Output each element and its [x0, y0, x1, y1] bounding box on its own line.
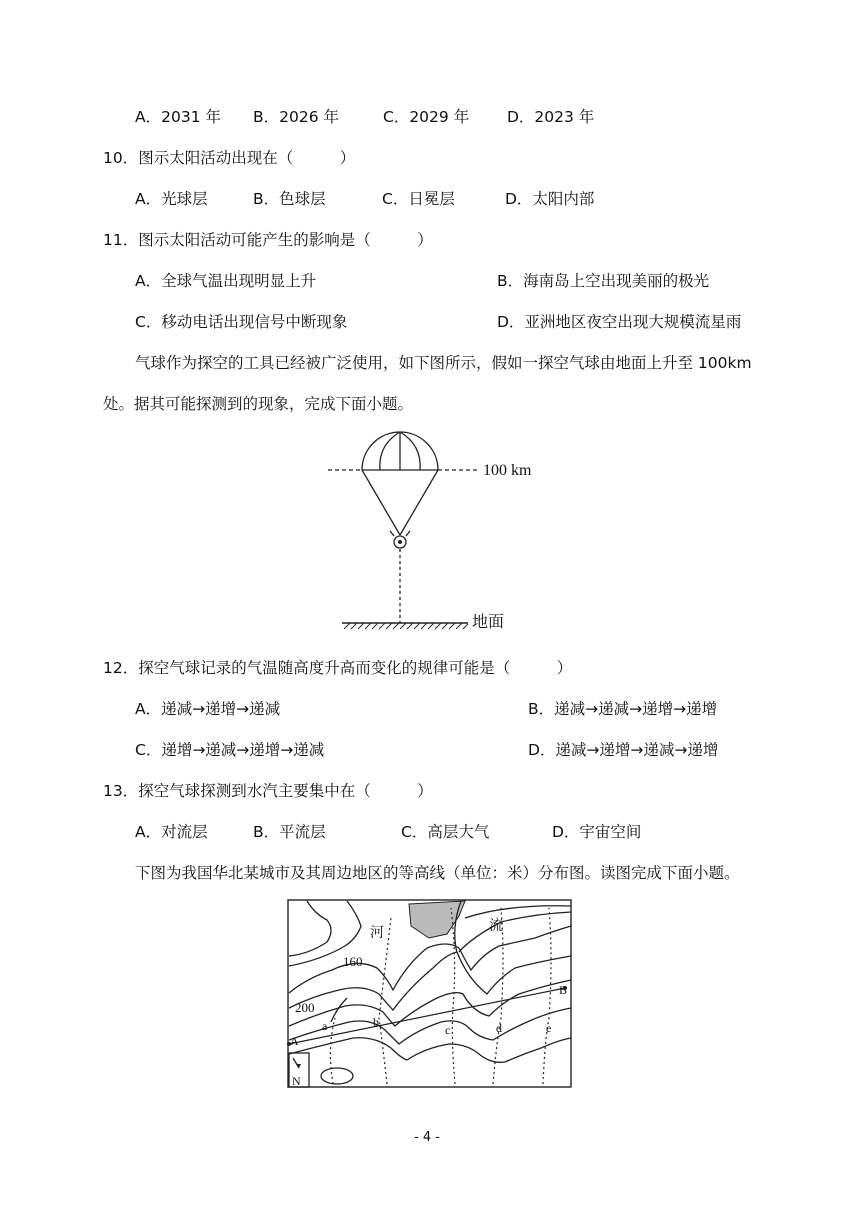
line-d-label: d: [496, 1021, 502, 1035]
q13-option-c: C．高层大气: [401, 823, 490, 841]
q11-stem: 11．图示太阳活动可能产生的影响是（ ）: [103, 231, 433, 249]
q9-option-b: B．2026 年: [253, 108, 340, 126]
map-label-he: 河: [370, 926, 384, 941]
q12-option-c: C．递增→递减→递增→递减: [135, 741, 325, 759]
q10-stem: 10．图示太阳活动出现在（ ）: [103, 149, 356, 167]
point-b-label: B: [559, 983, 568, 997]
q12-option-b: B．递减→递减→递增→递增: [528, 700, 718, 718]
map-label-liu: 流: [489, 919, 503, 934]
q11-option-a: A．全球气温出现明显上升: [135, 272, 317, 290]
q13-option-d: D．宇宙空间: [552, 823, 642, 841]
ground-label: 地面: [472, 614, 505, 631]
q12-option-a: A．递减→递增→递减: [135, 700, 281, 718]
q10-option-c: C．日冕层: [382, 190, 455, 208]
q11-option-d: D．亚洲地区夜空出现大规模流星雨: [497, 313, 742, 331]
balloon-intro-line2: 处。据其可能探测到的现象，完成下面小题。: [103, 395, 414, 413]
map-intro: 下图为我国华北某城市及其周边地区的等高线（单位：米）分布图。读图完成下面小题。: [135, 864, 740, 882]
point-a-label: A: [290, 1034, 299, 1048]
balloon-rope-right: [400, 470, 438, 535]
q11-option-b: B．海南岛上空出现美丽的极光: [497, 272, 710, 290]
page-number: - 4 -: [414, 1130, 440, 1145]
contour-label-200: 200: [295, 1000, 315, 1015]
q9-option-d: D．2023 年: [507, 108, 595, 126]
q9-option-c: C．2029 年: [383, 108, 470, 126]
q13-stem: 13．探空气球探测到水汽主要集中在（ ）: [103, 782, 433, 800]
q12-option-d: D．递减→递增→递减→递增: [528, 741, 719, 759]
q10-option-b: B．色球层: [253, 190, 326, 208]
q10-option-d: D．太阳内部: [505, 190, 595, 208]
q12-stem: 12．探空气球记录的气温随高度升高而变化的规律可能是（ ）: [103, 659, 573, 677]
line-e-label: e: [546, 1021, 552, 1035]
balloon-intro-line1: 气球作为探空的工具已经被广泛使用，如下图所示，假如一探空气球由地面上升至 100km: [135, 354, 752, 372]
altitude-label: 100 km: [483, 462, 532, 479]
q11-option-c: C．移动电话出现信号中断现象: [135, 313, 348, 331]
contour-map: [287, 898, 573, 1090]
contour-label-160: 160: [343, 954, 363, 969]
balloon-figure: [320, 425, 520, 640]
q13-option-a: A．对流层: [135, 823, 208, 841]
north-label: N: [292, 1074, 301, 1088]
balloon-rope-left: [362, 470, 400, 535]
line-a-label: a: [322, 1019, 328, 1033]
q9-option-a: A．2031 年: [135, 108, 221, 126]
line-b-label: b: [373, 1015, 379, 1029]
q13-option-b: B．平流层: [253, 823, 326, 841]
q10-option-a: A．光球层: [135, 190, 208, 208]
line-c-label: c: [445, 1023, 451, 1037]
